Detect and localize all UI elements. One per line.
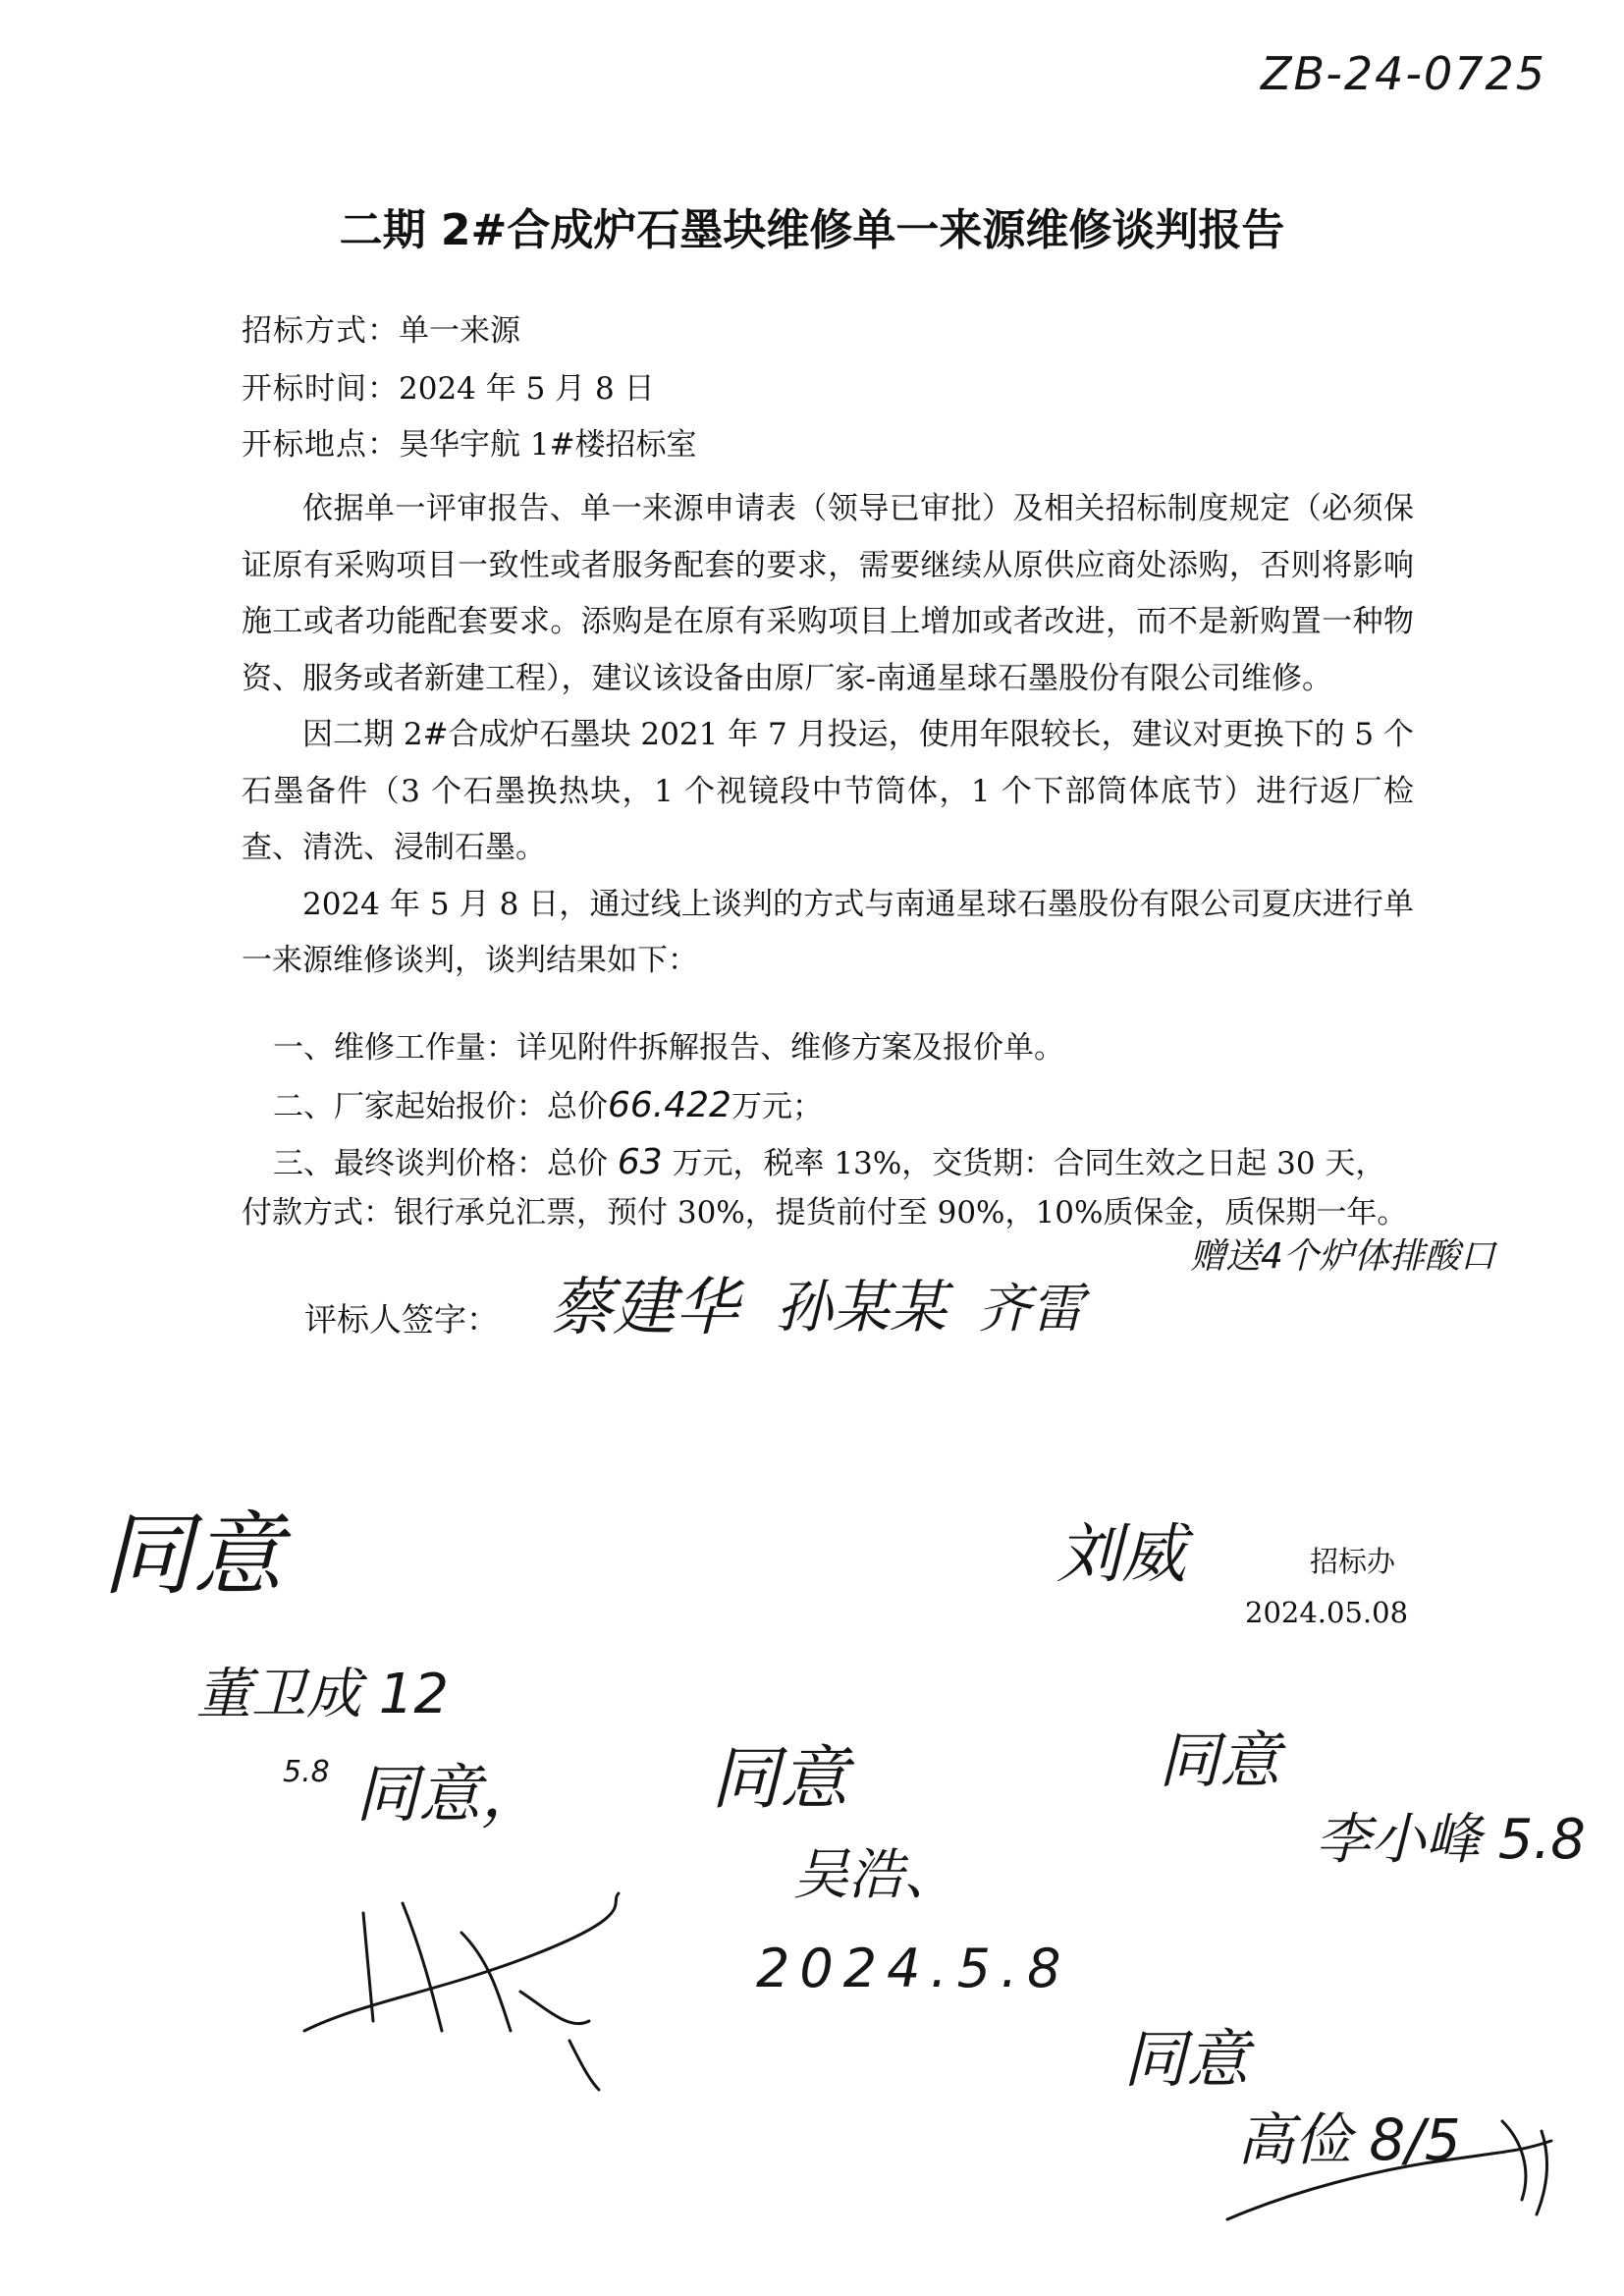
result-suffix: 万元，税率 13%，交货期：合同生效之日起 30 天， [662, 1146, 1386, 1181]
meta-opening-location [242, 427, 697, 463]
approval-signature-5: 高俭 8/5 [1237, 2106, 1461, 2173]
paragraph-reason: 因二期 2#合成炉石墨块 2021 年 7 月投运，使用年限较长，建议对更换下的 5 个石墨备件（3 个石墨换热块，1 个视镜段中节筒体，1 个下部筒体底节）进行返厂检查、清洗、浸制石墨。 [242, 717, 1415, 865]
meta-label: 开标地点： [242, 427, 399, 463]
result-item-initial-quote [273, 1085, 823, 1125]
result-label: 二、厂家起始报价： [273, 1089, 547, 1124]
approval-agree-3: 同意 [711, 1738, 848, 1819]
approval-date-1: 5.8 [283, 1755, 330, 1789]
initial-quote-handwritten: 66.422 [608, 1085, 731, 1125]
meta-value: 昊华宇航 1#楼招标室 [399, 427, 697, 463]
signature-3: 齐雷 [978, 1278, 1084, 1339]
signature-scribble-right [1208, 2102, 1561, 2239]
result-label: 三、最终谈判价格： [273, 1146, 547, 1181]
approval-agree-1: 同意 [102, 1503, 284, 1608]
meta-value: 单一来源 [399, 313, 520, 349]
meta-label: 招标方式： [242, 313, 399, 349]
approval-signature-4: 李小峰 5.8 [1316, 1808, 1586, 1872]
signature-scribble-left [295, 1874, 628, 2100]
result-item-workload: 一、维修工作量：详见附件拆解报告、维修方案及报价单。 [273, 1030, 1064, 1066]
office-signature: 刘威 [1056, 1516, 1186, 1592]
final-price-handwritten: 63 [617, 1142, 663, 1182]
result-prefix: 总价 [547, 1089, 608, 1124]
body-text [242, 481, 1414, 990]
signature-1: 蔡建华 [550, 1272, 738, 1344]
payment-terms: 付款方式：银行承兑汇票，预付 30%，提货前付至 90%，10%质保金，质保期一年。 [242, 1195, 1408, 1230]
result-suffix: 万元； [731, 1089, 823, 1124]
approval-signature-1: 董卫成 12 [196, 1663, 450, 1726]
handwritten-note: 赠送4个炉体排酸口 [1190, 1236, 1495, 1277]
office-date: 2024.05.08 [1245, 1596, 1409, 1629]
meta-opening-time [242, 371, 655, 407]
result-item-final-price [273, 1142, 1386, 1182]
paragraph-basis: 依据单一评审报告、单一来源申请表（领导已审批）及相关招标制度规定（必须保证原有采购项目一致性或者服务配套的要求，需要继续从原供应商处添购，否则将影响施工或者功能配套要求。添购是在原有采购项目上增加或者改进，而不是新购置一种物资、服务或者新建工程），建议该设备由原厂家-南通星球石墨股份有限公司维修。 [242, 491, 1414, 696]
approval-agree-5: 同意 [1123, 2024, 1249, 2097]
meta-label: 开标时间： [242, 371, 399, 407]
result-prefix: 总价 [547, 1146, 618, 1181]
document-code: ZB-24-0725 [1261, 47, 1547, 100]
document-title: 二期 2#合成炉石墨块维修单一来源维修谈判报告 [339, 205, 1285, 255]
office-name: 招标办 [1310, 1545, 1396, 1578]
meta-value: 2024 年 5 月 8 日 [399, 371, 655, 407]
signature-2: 孙某某 [776, 1274, 947, 1340]
approval-agree-4: 同意 [1159, 1724, 1281, 1796]
signers-label: 评标人签字： [304, 1300, 499, 1339]
paragraph-negotiation: 2024 年 5 月 8 日，通过线上谈判的方式与南通星球石墨股份有限公司夏庆进行单一来源维修谈判，谈判结果如下： [242, 886, 1414, 978]
meta-bid-method [242, 313, 520, 349]
approval-signature-3: 吴浩、 [793, 1843, 958, 1907]
approval-date-3: 2024.5.8 [756, 1938, 1071, 1999]
approval-agree-2: 同意， [355, 1759, 544, 1831]
